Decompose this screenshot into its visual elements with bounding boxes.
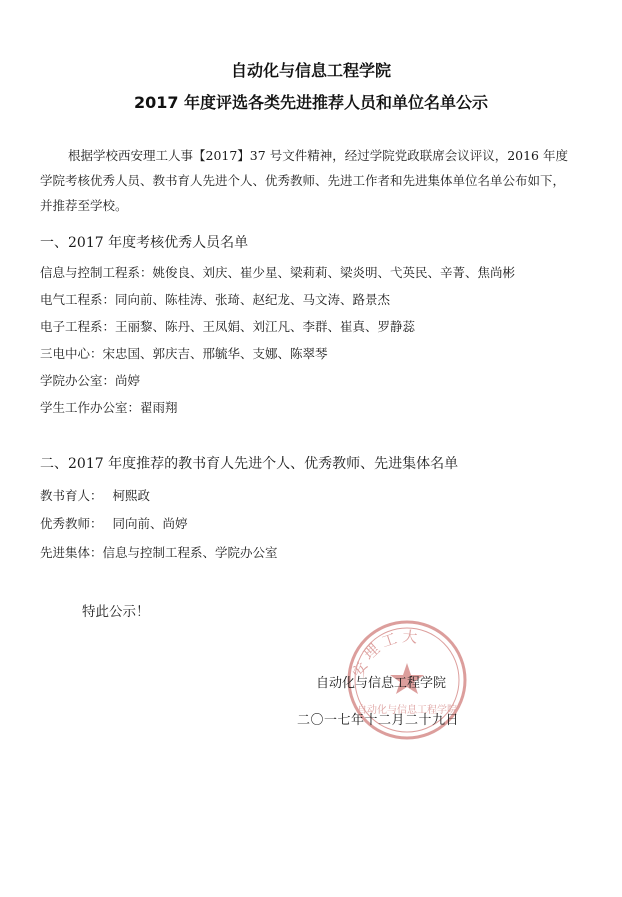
list-item [40,398,178,416]
intro-line-1: 根据学校西安理工人事【2017】37 号文件精神，经过学院党政联席会议评议，2016 年度 [68,148,568,163]
dept-names: 姚俊良、刘庆、崔少星、梁莉莉、梁炎明、弋英民、辛菁、焦尚彬 [152,265,516,280]
dept-label: 学院办公室： [40,373,116,388]
section-1-heading: 一、2017 年度考核优秀人员名单 [40,235,249,251]
dept-label: 电子工程系： [40,319,116,334]
section-2-heading: 二、2017 年度推荐的教书育人先进个人、优秀教师、先进集体名单 [40,456,459,472]
list-item [40,371,140,389]
award-names: 柯熙政 [112,488,151,503]
org-title: 自动化与信息工程学院 [230,61,391,80]
dept-names: 翟雨翔 [140,400,178,415]
dept-label: 电气工程系： [40,292,116,307]
intro-paragraph [40,143,600,218]
dept-names: 尚婷 [115,373,141,388]
dept-names: 王丽黎、陈丹、王凤娟、刘江凡、李群、崔真、罗静蕊 [115,319,416,334]
list-item [40,543,278,561]
award-names: 同向前、尚婷 [112,516,188,531]
document-title: 2017 年度评选各类先进推荐人员和单位名单公示 [133,93,489,112]
list-item [40,317,415,335]
award-names: 信息与控制工程系、学院办公室 [102,545,278,560]
list-item [40,263,515,281]
seal-inner-text: 自动化与信息工程学院 [357,705,457,716]
award-label: 优秀教师： [40,516,103,531]
list-item [40,344,328,362]
award-label: 教书育人： [40,488,103,503]
list-item [40,514,188,532]
dept-label: 三电中心： [40,346,103,361]
intro-line-3: 并推荐至学校。 [40,198,128,213]
award-label: 先进集体： [40,545,103,560]
seal-top-text: 安理工大 [348,627,423,680]
list-item [40,486,150,504]
dept-names: 宋忠国、郭庆吉、邢毓华、支娜、陈翠琴 [102,346,328,361]
intro-line-2: 学院考核优秀人员、教书育人先进个人、优秀教师、先进工作者和先进集体单位名单公布如下， [40,173,566,188]
list-item [40,290,390,308]
signature-date: 二〇一七年十二月二十九日 [297,713,460,728]
signature-org: 自动化与信息工程学院 [316,676,447,691]
closing-remark: 特此公示！ [82,604,150,620]
dept-label: 信息与控制工程系： [40,265,153,280]
dept-label: 学生工作办公室： [40,400,141,415]
dept-names: 同向前、陈桂涛、张琦、赵纪龙、马文涛、路景杰 [115,292,391,307]
